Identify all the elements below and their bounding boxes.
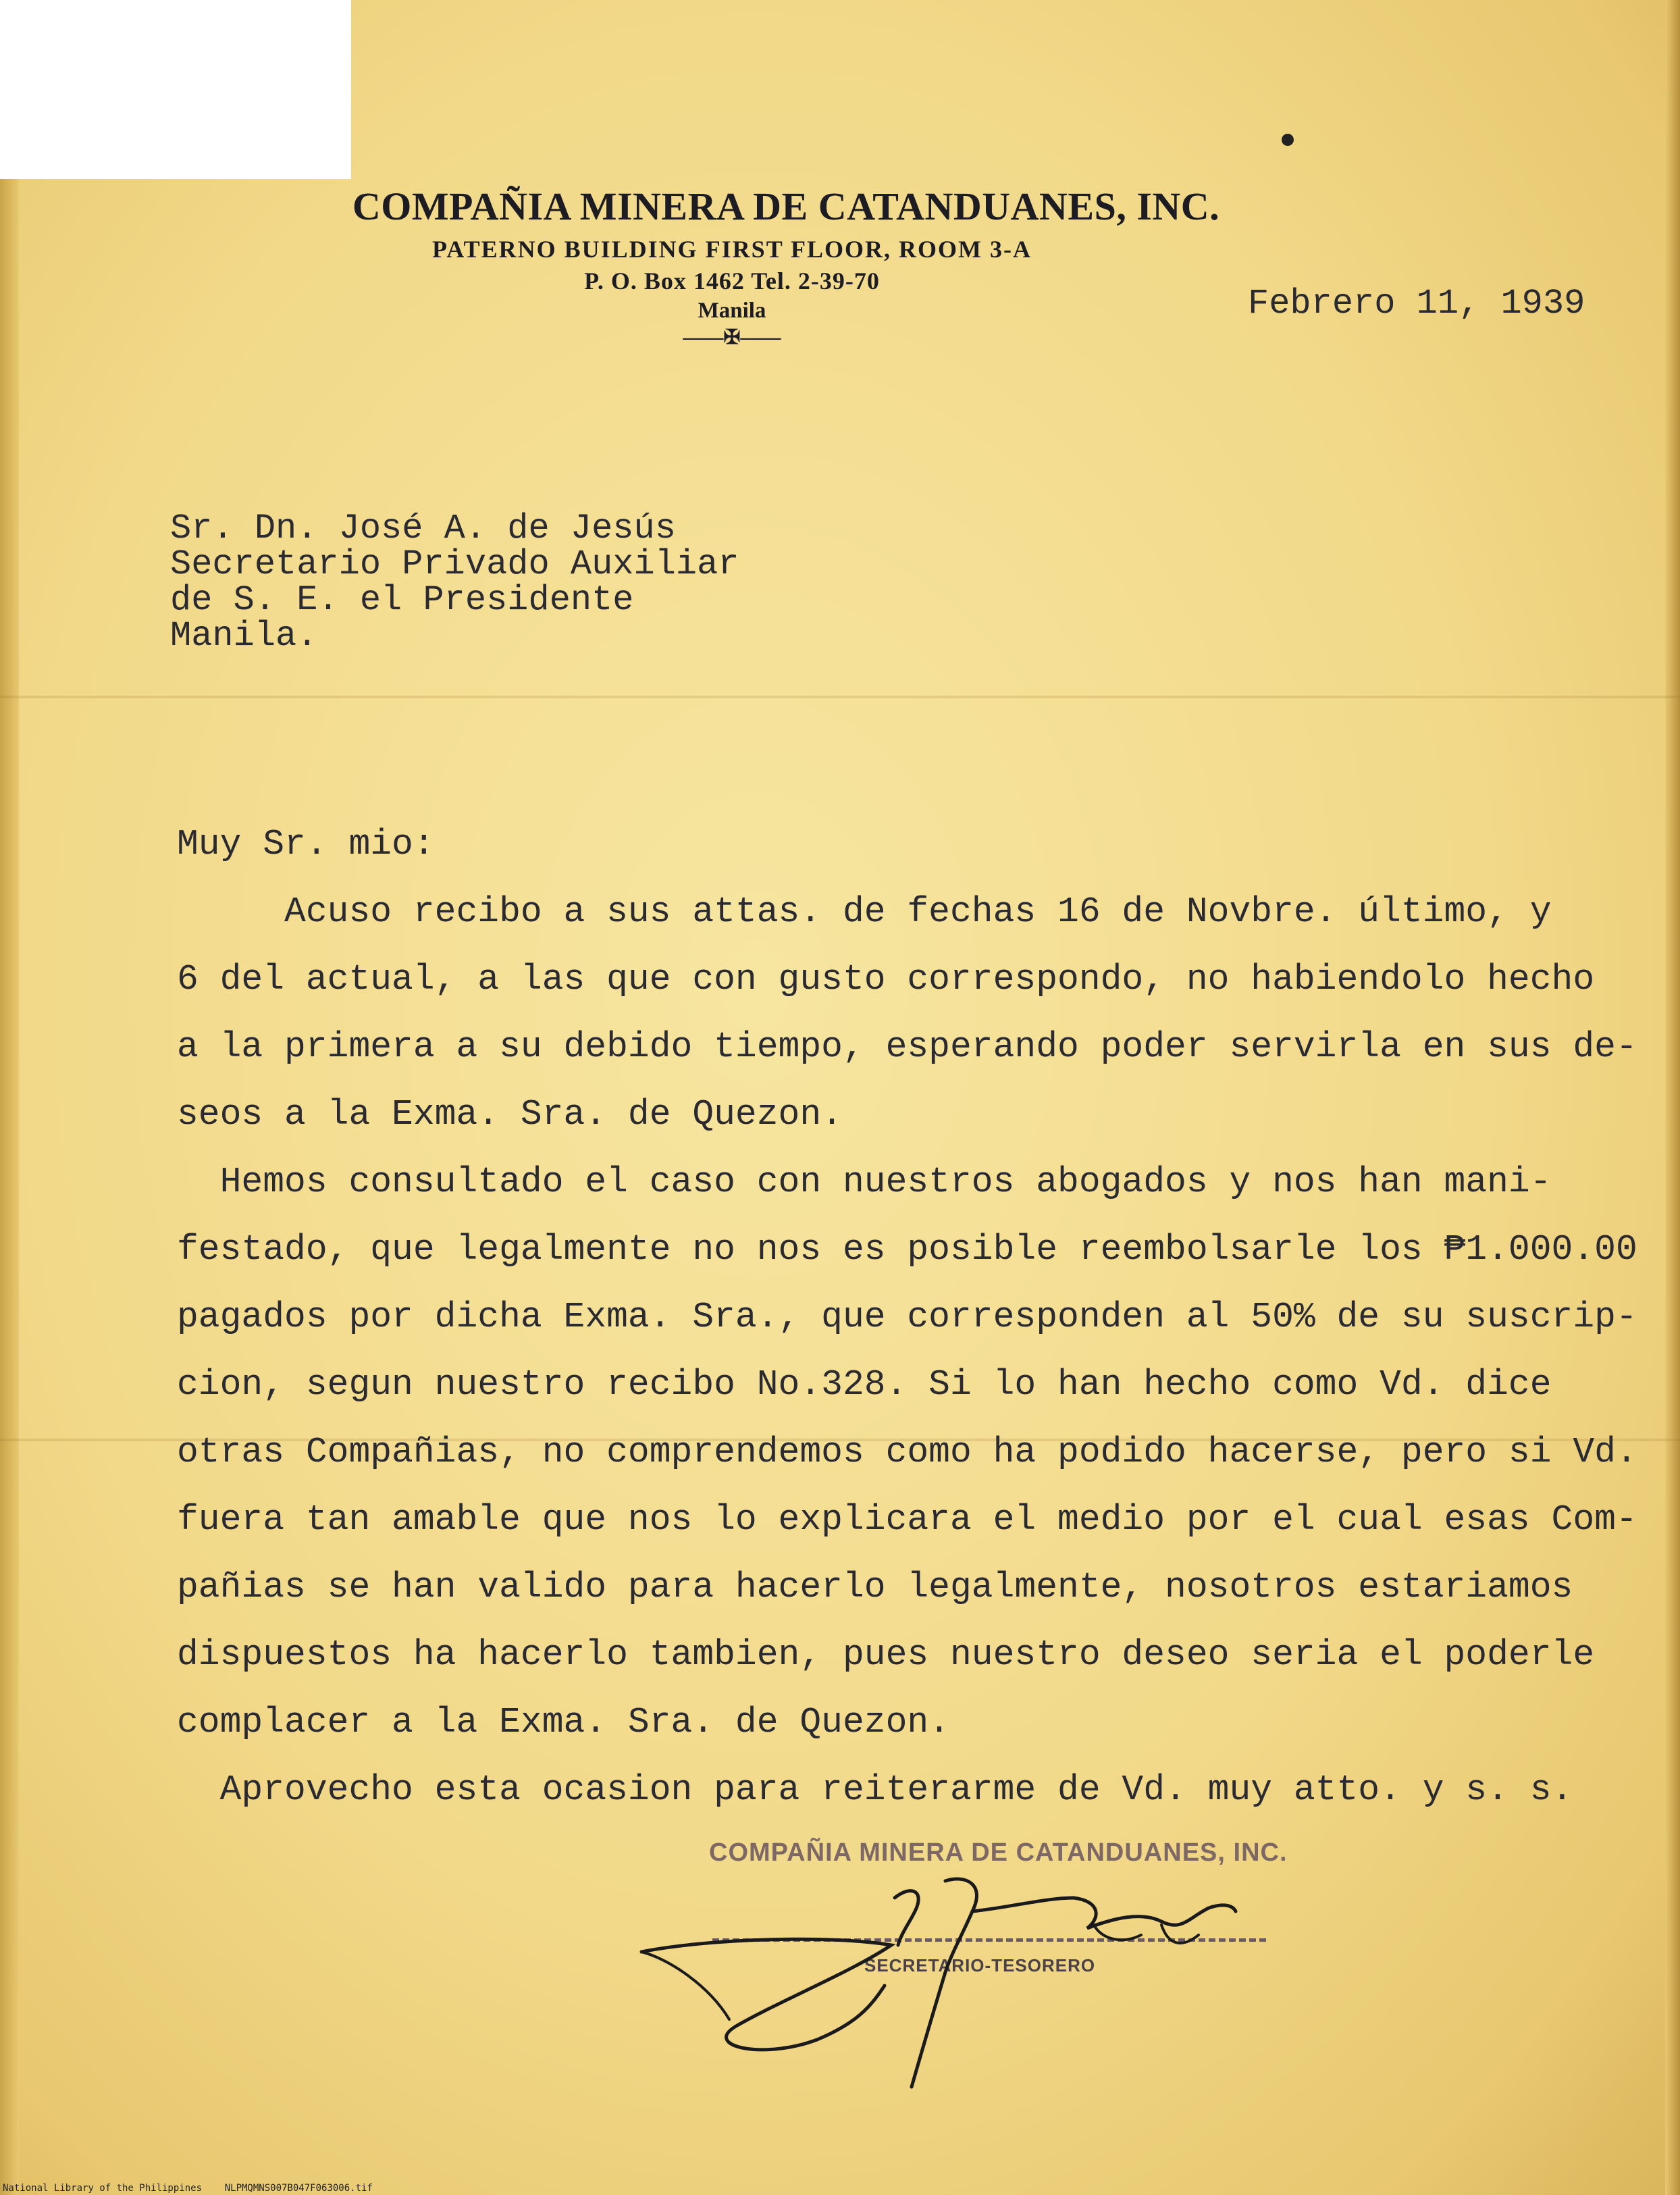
body-line: Aprovecho esta ocasion para reiterarme de Vd. muy atto. y s. s. [177, 1770, 1573, 1810]
company-city: Manila [698, 299, 766, 323]
paper-edge-left [0, 179, 19, 2195]
body-line: dispuestos ha hacerlo tambien, pues nuestro deseo seria el poderle [177, 1634, 1595, 1675]
body-line: Acuso recibo a sus attas. de fechas 16 de Novbre. último, y [177, 892, 1552, 932]
fold-line [0, 696, 1680, 698]
body-line: cion, segun nuestro recibo No.328. Si lo han hecho como Vd. dice [177, 1364, 1552, 1405]
company-po-box: P. O. Box 1462 Tel. 2-39-70 [584, 267, 880, 294]
body-line: fuera tan amable que nos lo explicara el medio por el cual esas Com- [177, 1499, 1637, 1540]
signer-title: SECRETARIO-TESORERO [864, 1955, 1096, 1976]
letterhead-ornament: ——✠—— [683, 326, 781, 348]
body-line: festado, que legalmente no nos es posible reembolsarle los ₱1.000.00 [177, 1229, 1637, 1270]
body-line: complacer a la Exma. Sra. de Quezon. [177, 1702, 950, 1742]
recipient-line: Manila. [170, 616, 318, 656]
recipient-line: Secretario Privado Auxiliar [170, 544, 739, 584]
body-line: seos a la Exma. Sra. de Quezon. [177, 1094, 843, 1135]
body-line: otras Compañias, no comprendemos como ha podido hacerse, pero si Vd. [177, 1432, 1637, 1472]
body-line: a la primera a su debido tiempo, esperando poder servirla en sus de- [177, 1027, 1637, 1067]
body-line: 6 del actual, a las que con gusto correspondo, no habiendolo hecho [177, 959, 1595, 1000]
letter-date: Febrero 11, 1939 [1248, 284, 1585, 324]
company-stamp: COMPAÑIA MINERA DE CATANDUANES, INC. [709, 1838, 1288, 1867]
handwritten-signature [628, 1871, 1249, 2100]
salutation: Muy Sr. mio: [177, 824, 435, 864]
recipient-line: de S. E. el Presidente [170, 580, 634, 620]
archive-footer: National Library of the Philippines NLPMQMNS007B047F063006.tif [3, 2183, 373, 2194]
ink-spot [1282, 134, 1294, 146]
recipient-line: Sr. Dn. José A. de Jesús [170, 509, 676, 548]
scan-corner [0, 0, 351, 179]
body-line: pagados por dicha Exma. Sra., que corresponden al 50% de su suscrip- [177, 1297, 1637, 1337]
company-name: COMPAÑIA MINERA DE CATANDUANES, INC. [352, 184, 1220, 228]
body-line: Hemos consultado el caso con nuestros abogados y nos han mani- [177, 1162, 1552, 1202]
body-line: pañias se han valido para hacerlo legalmente, nosotros estariamos [177, 1567, 1573, 1607]
paper-edge-right [1665, 0, 1680, 2195]
company-address: PATERNO BUILDING FIRST FLOOR, ROOM 3-A [431, 236, 1032, 263]
